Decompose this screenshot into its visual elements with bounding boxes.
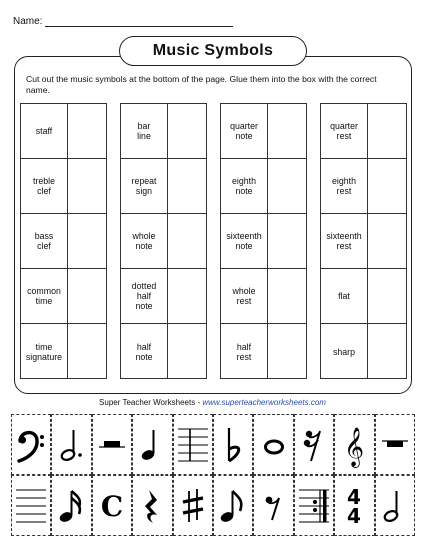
- glue-box[interactable]: [268, 269, 306, 323]
- eighth-rest-icon: [259, 486, 289, 526]
- quarter-rest-icon: [137, 486, 167, 526]
- grid-row: [221, 104, 306, 159]
- grid-row: [321, 104, 406, 159]
- grid-row: [221, 269, 306, 324]
- cutout-cell[interactable]: [173, 414, 213, 475]
- grid-column: [320, 103, 407, 379]
- flat-icon: [218, 425, 248, 465]
- glue-box[interactable]: [368, 159, 406, 213]
- cutout-area: [11, 414, 415, 536]
- sharp-icon: [178, 486, 208, 526]
- svg-text:C: C: [100, 489, 124, 523]
- glue-box[interactable]: [68, 159, 106, 213]
- glue-box[interactable]: [168, 214, 206, 268]
- svg-text:4: 4: [347, 503, 362, 528]
- cutout-cell[interactable]: [11, 475, 51, 536]
- glue-box[interactable]: [168, 324, 206, 379]
- cutout-cell[interactable]: [132, 414, 172, 475]
- glue-box[interactable]: [368, 104, 406, 158]
- cutout-cell[interactable]: [375, 475, 415, 536]
- glue-box[interactable]: [168, 104, 206, 158]
- grid-column: [220, 103, 307, 379]
- glue-box[interactable]: [368, 324, 406, 379]
- glue-box[interactable]: [268, 159, 306, 213]
- svg-text:𝄞: 𝄞: [344, 426, 365, 467]
- cutout-cell[interactable]: [294, 475, 334, 536]
- symbol-name-label: treble clef: [21, 159, 68, 213]
- bar-line-staff-icon: [14, 483, 48, 529]
- sixteenth-note-icon: [57, 486, 87, 526]
- footer: [0, 398, 425, 407]
- grid-row: [121, 324, 206, 379]
- sixteenth-rest-icon: [299, 425, 329, 465]
- cutout-cell[interactable]: [51, 475, 91, 536]
- grid-row: [221, 214, 306, 269]
- symbol-name-label: whole rest: [221, 269, 268, 323]
- symbol-name-label: half rest: [221, 324, 268, 379]
- cutout-cell[interactable]: [173, 475, 213, 536]
- glue-box[interactable]: [168, 269, 206, 323]
- quarter-note-icon: [137, 425, 167, 465]
- half-rest-icon: [97, 425, 127, 465]
- cutout-cell[interactable]: [294, 414, 334, 475]
- cutout-cell[interactable]: [334, 475, 374, 536]
- cutout-cell[interactable]: [213, 414, 253, 475]
- grid-column: [20, 103, 107, 379]
- grid-column: [120, 103, 207, 379]
- dotted-half-note-icon: [57, 425, 87, 465]
- symbol-name-label: staff: [21, 104, 68, 158]
- symbol-name-label: sharp: [321, 324, 368, 379]
- treble-clef-icon: [339, 422, 369, 468]
- cutout-cell[interactable]: [51, 414, 91, 475]
- cutout-cell[interactable]: [253, 414, 293, 475]
- grid-row: [21, 324, 106, 379]
- whole-note-icon: [259, 425, 289, 465]
- bass-clef-icon: [16, 425, 46, 465]
- symbol-name-label: quarter rest: [321, 104, 368, 158]
- glue-box[interactable]: [68, 324, 106, 379]
- footer-url[interactable]: www.superteacherworksheets.com: [202, 398, 326, 407]
- grid-row: [321, 269, 406, 324]
- grid-row: [121, 269, 206, 324]
- glue-box[interactable]: [68, 214, 106, 268]
- glue-box[interactable]: [168, 159, 206, 213]
- cutout-cell[interactable]: [92, 475, 132, 536]
- glue-box[interactable]: [268, 324, 306, 379]
- common-time-icon: [97, 486, 127, 526]
- name-line[interactable]: [45, 15, 233, 27]
- glue-box[interactable]: [268, 214, 306, 268]
- footer-brand: Super Teacher Worksheets -: [99, 398, 203, 407]
- grid-row: [21, 214, 106, 269]
- grid-row: [221, 324, 306, 379]
- cutout-cell[interactable]: [334, 414, 374, 475]
- eighth-note-icon: [218, 486, 248, 526]
- staff-icon: [176, 422, 210, 468]
- symbol-name-label: flat: [321, 269, 368, 323]
- symbol-name-label: eighth rest: [321, 159, 368, 213]
- symbol-name-label: repeat sign: [121, 159, 168, 213]
- symbol-name-label: common time: [21, 269, 68, 323]
- page-title: Music Symbols: [119, 36, 307, 66]
- glue-box[interactable]: [268, 104, 306, 158]
- grid-row: [321, 324, 406, 379]
- cutout-cell[interactable]: [132, 475, 172, 536]
- instructions: Cut out the music symbols at the bottom of the page. Glue them into the box with the correct name.: [26, 74, 377, 95]
- grid-row: [21, 269, 106, 324]
- symbol-name-label: bar line: [121, 104, 168, 158]
- cutout-cell[interactable]: [11, 414, 51, 475]
- time-signature-icon: [339, 483, 369, 529]
- symbol-name-label: eighth note: [221, 159, 268, 213]
- glue-box[interactable]: [68, 104, 106, 158]
- name-row: [13, 15, 233, 27]
- cutout-cell[interactable]: [213, 475, 253, 536]
- symbol-name-label: bass clef: [21, 214, 68, 268]
- cutout-cell[interactable]: [253, 475, 293, 536]
- whole-rest-icon: [380, 425, 410, 465]
- cutout-cell[interactable]: [92, 414, 132, 475]
- symbol-name-label: half note: [121, 324, 168, 379]
- glue-box[interactable]: [68, 269, 106, 323]
- grid-row: [121, 104, 206, 159]
- svg-text:4: 4: [347, 484, 362, 509]
- grid-row: [21, 159, 106, 214]
- name-label: Name:: [13, 16, 43, 27]
- symbol-name-label: sixteenth rest: [321, 214, 368, 268]
- cutout-cell[interactable]: [375, 414, 415, 475]
- symbol-name-label: sixteenth note: [221, 214, 268, 268]
- grid-row: [21, 104, 106, 159]
- grid-row: [121, 159, 206, 214]
- glue-box[interactable]: [368, 269, 406, 323]
- symbol-name-label: quarter note: [221, 104, 268, 158]
- grid-row: [321, 214, 406, 269]
- symbol-name-label: time signature: [21, 324, 68, 379]
- glue-box[interactable]: [368, 214, 406, 268]
- repeat-sign-icon: [297, 483, 331, 529]
- grid-row: [221, 159, 306, 214]
- symbol-name-label: dotted half note: [121, 269, 168, 323]
- grid-row: [321, 159, 406, 214]
- half-note-icon: [380, 486, 410, 526]
- grid-row: [121, 214, 206, 269]
- symbol-name-label: whole note: [121, 214, 168, 268]
